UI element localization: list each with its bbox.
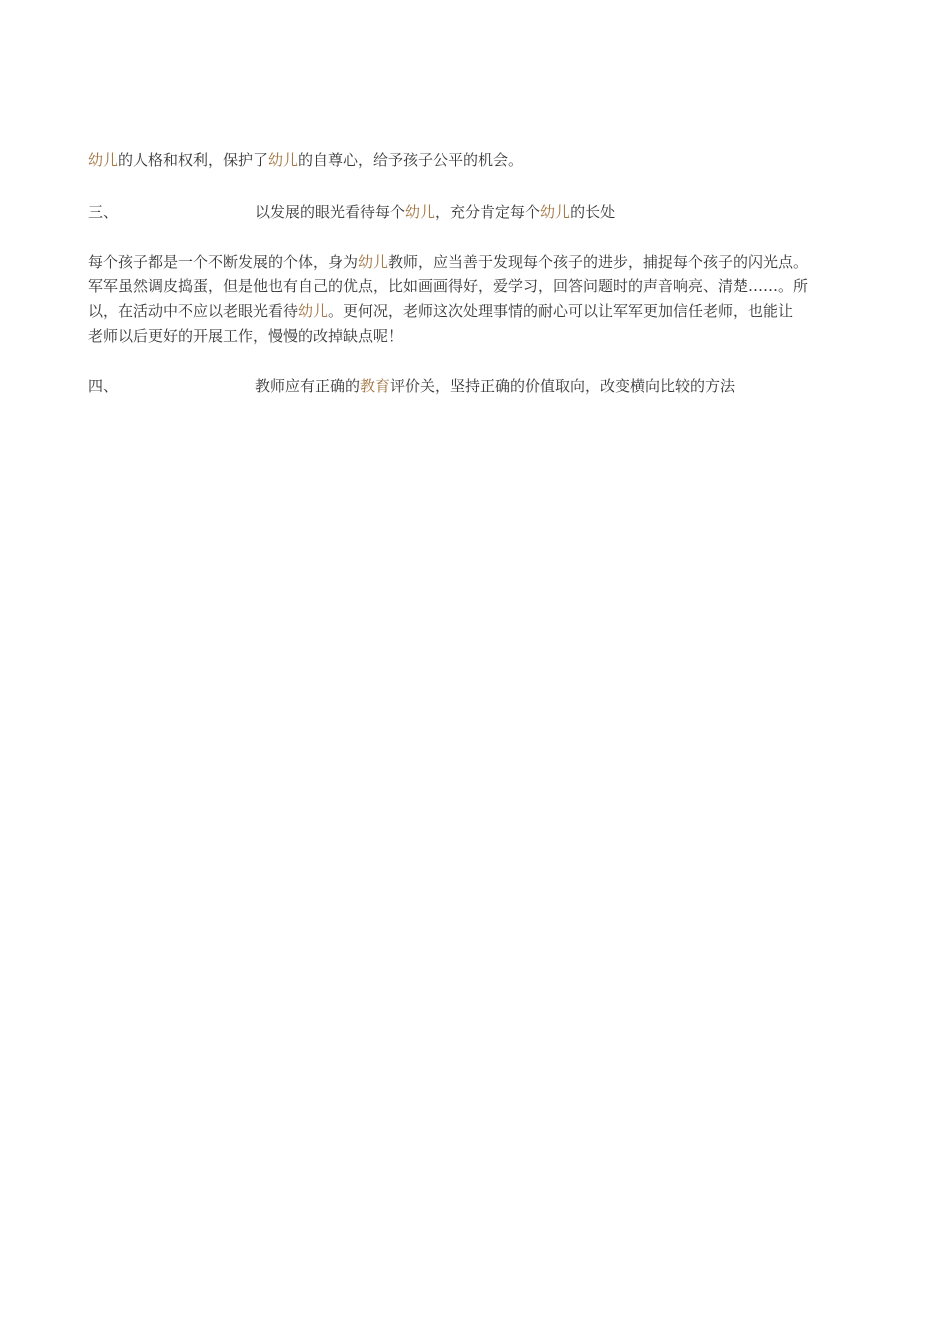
keyword-link[interactable]: 幼儿	[358, 253, 389, 271]
section-number: 三、	[88, 203, 119, 221]
text-span: 每个孩子都是一个不断发展的个体，身为	[88, 253, 359, 271]
text-span: 评价关，坚持正确的价值取向，改变横向比较的方法	[390, 377, 736, 395]
continuation-line	[88, 148, 523, 172]
section-heading-3	[88, 200, 868, 224]
text-span: 军军虽然调皮捣蛋，但是他也有自己的优点，比如画画得好，爱学习，回答问题时的声音响亮、清楚……。所	[88, 277, 809, 295]
section-heading-text	[255, 374, 735, 398]
section-heading-4	[88, 374, 868, 398]
paragraph-line	[88, 250, 878, 274]
text-span: 的人格和权利，保护了	[118, 151, 269, 169]
paragraph-line	[88, 324, 878, 348]
section-heading-text	[255, 200, 615, 224]
keyword-link[interactable]: 幼儿	[298, 302, 329, 320]
keyword-link[interactable]: 教育	[360, 377, 391, 395]
paragraph-line	[88, 274, 878, 298]
paragraph-line	[88, 299, 878, 323]
keyword-link[interactable]: 幼儿	[268, 151, 299, 169]
text-span: 教师，应当善于发现每个孩子的进步，捕捉每个孩子的闪光点。	[388, 253, 809, 271]
text-span: 。更何况，老师这次处理事情的耐心可以让军军更加信任老师，也能让	[328, 302, 794, 320]
keyword-link[interactable]: 幼儿	[88, 151, 119, 169]
text-span: 教师应有正确的	[255, 377, 361, 395]
text-span: 以，在活动中不应以老眼光看待	[88, 302, 299, 320]
keyword-link[interactable]: 幼儿	[405, 203, 436, 221]
text-span: ，充分肯定每个	[435, 203, 541, 221]
text-span: 的长处	[570, 203, 616, 221]
keyword-link[interactable]: 幼儿	[540, 203, 571, 221]
section-number: 四、	[88, 377, 119, 395]
text-span: 以发展的眼光看待每个	[255, 203, 406, 221]
text-span: 老师以后更好的开展工作，慢慢的改掉缺点呢！	[88, 327, 404, 345]
text-span: 的自尊心，给予孩子公平的机会。	[298, 151, 524, 169]
